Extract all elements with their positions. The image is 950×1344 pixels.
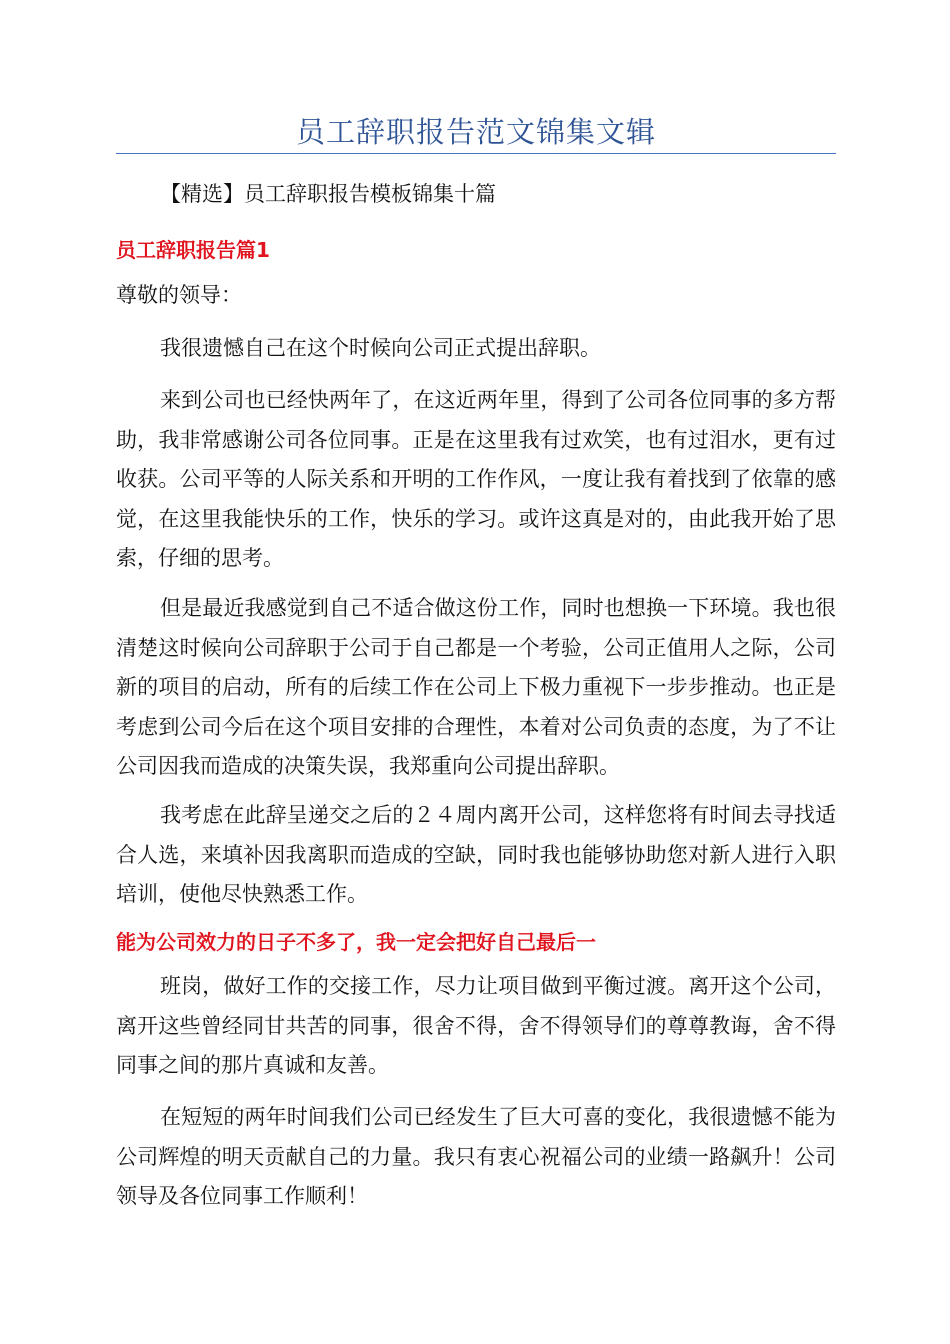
document-page	[116, 0, 836, 1344]
paragraph-6: 在短短的两年时间我们公司已经发生了巨大可喜的变化，我很遗憾不能为公司辉煌的明天贡献自己的力量。我只有衷心祝福公司的业绩一路飙升！公司领导及各位同事工作顺利！	[116, 1105, 836, 1208]
paragraph-4: 我考虑在此辞呈递交之后的２４周内离开公司，这样您将有时间去寻找适合人选，来填补因我离职而造成的空缺，同时我也能够协助您对新人进行入职培训，使他尽快熟悉工作。	[116, 803, 836, 906]
section-heading-1: 员工辞职报告篇1	[116, 238, 270, 262]
paragraph-2: 来到公司也已经快两年了，在这近两年里，得到了公司各位同事的多方帮助，我非常感谢公司各位同事。正是在这里我有过欢笑，也有过泪水，更有过收获。公司平等的人际关系和开明的工作作风，一度让我有着找到了依靠的感觉，在这里我能快乐的工作，快乐的学习。或许这真是对的，由此我开始了思索，仔细的思考。	[116, 388, 836, 570]
title-underline	[116, 153, 836, 154]
document-subtitle: 【精选】员工辞职报告模板锦集十篇	[160, 182, 496, 206]
document-title: 员工辞职报告范文锦集文辑	[295, 115, 656, 149]
salutation: 尊敬的领导：	[116, 283, 242, 307]
paragraph-5: 班岗，做好工作的交接工作，尽力让项目做到平衡过渡。离开这个公司，离开这些曾经同甘共苦的同事，很舍不得，舍不得领导们的尊尊教诲，舍不得同事之间的那片真诚和友善。	[116, 974, 836, 1077]
paragraph-3: 但是最近我感觉到自己不适合做这份工作，同时也想换一下环境。我也很清楚这时候向公司辞职于公司于自己都是一个考验，公司正值用人之际，公司新的项目的启动，所有的后续工作在公司上下极力重视下一步步推动。也正是考虑到公司今后在这个项目安排的合理性，本着对公司负责的态度，为了不让公司因我而造成的决策失误，我郑重向公司提出辞职。	[116, 596, 836, 778]
section-heading-2: 能为公司效力的日子不多了，我一定会把好自己最后一	[116, 930, 596, 954]
paragraph-1: 我很遗憾自己在这个时候向公司正式提出辞职。	[160, 336, 601, 360]
